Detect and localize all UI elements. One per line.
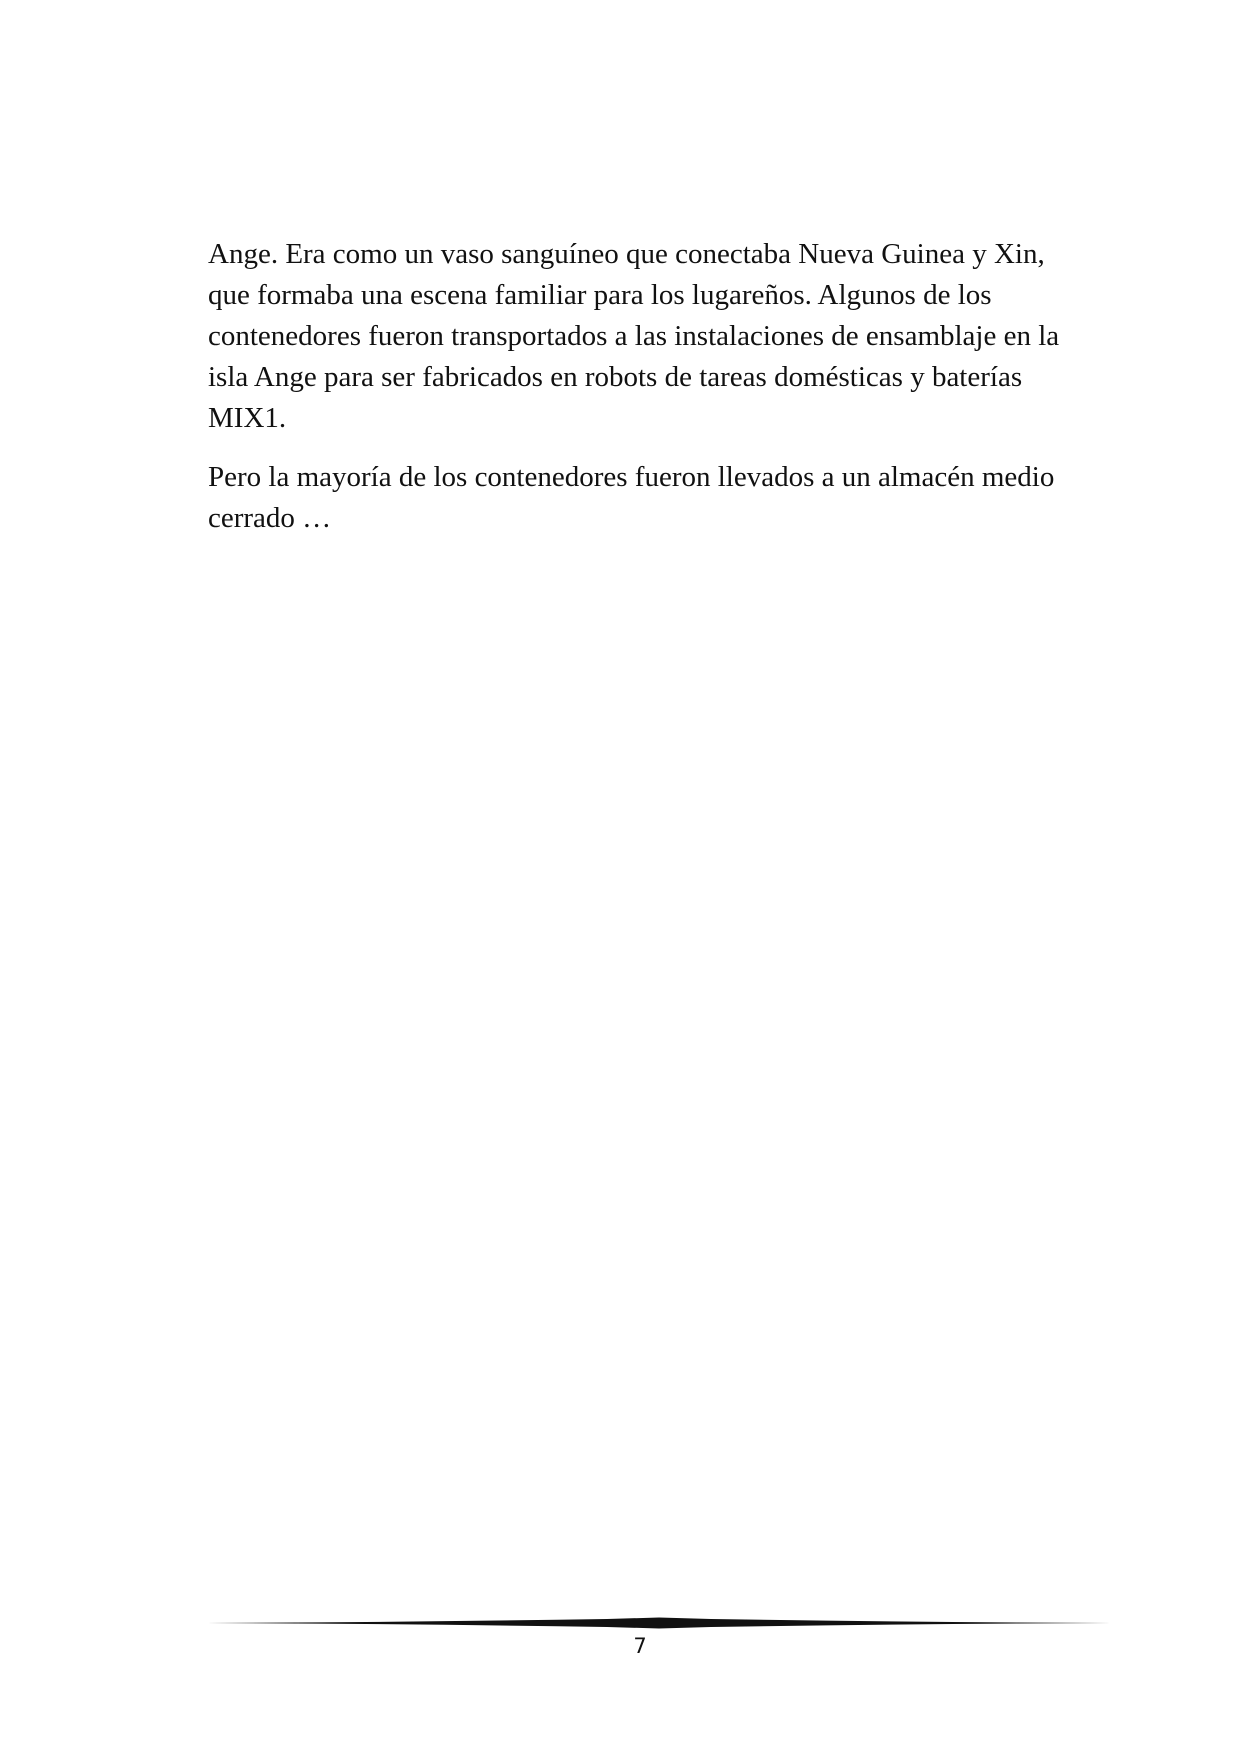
- footer-divider: [207, 1616, 1111, 1630]
- page-number: 7: [633, 1634, 647, 1658]
- paragraph-2: Pero la mayoría de los contenedores fueron llevados a un almacén medio cerrado …: [208, 461, 1055, 534]
- body-text: [208, 234, 1088, 557]
- paragraph-1: Ange. Era como un vaso sanguíneo que conectaba Nueva Guinea y Xin, que formaba una escena familiar para los lugareños. Algunos de los contenedores fueron transportados a las instalaciones de ensamblaje en la isla Ange para ser fabricados en robots de tareas domésticas y baterías MIX1.: [208, 238, 1060, 434]
